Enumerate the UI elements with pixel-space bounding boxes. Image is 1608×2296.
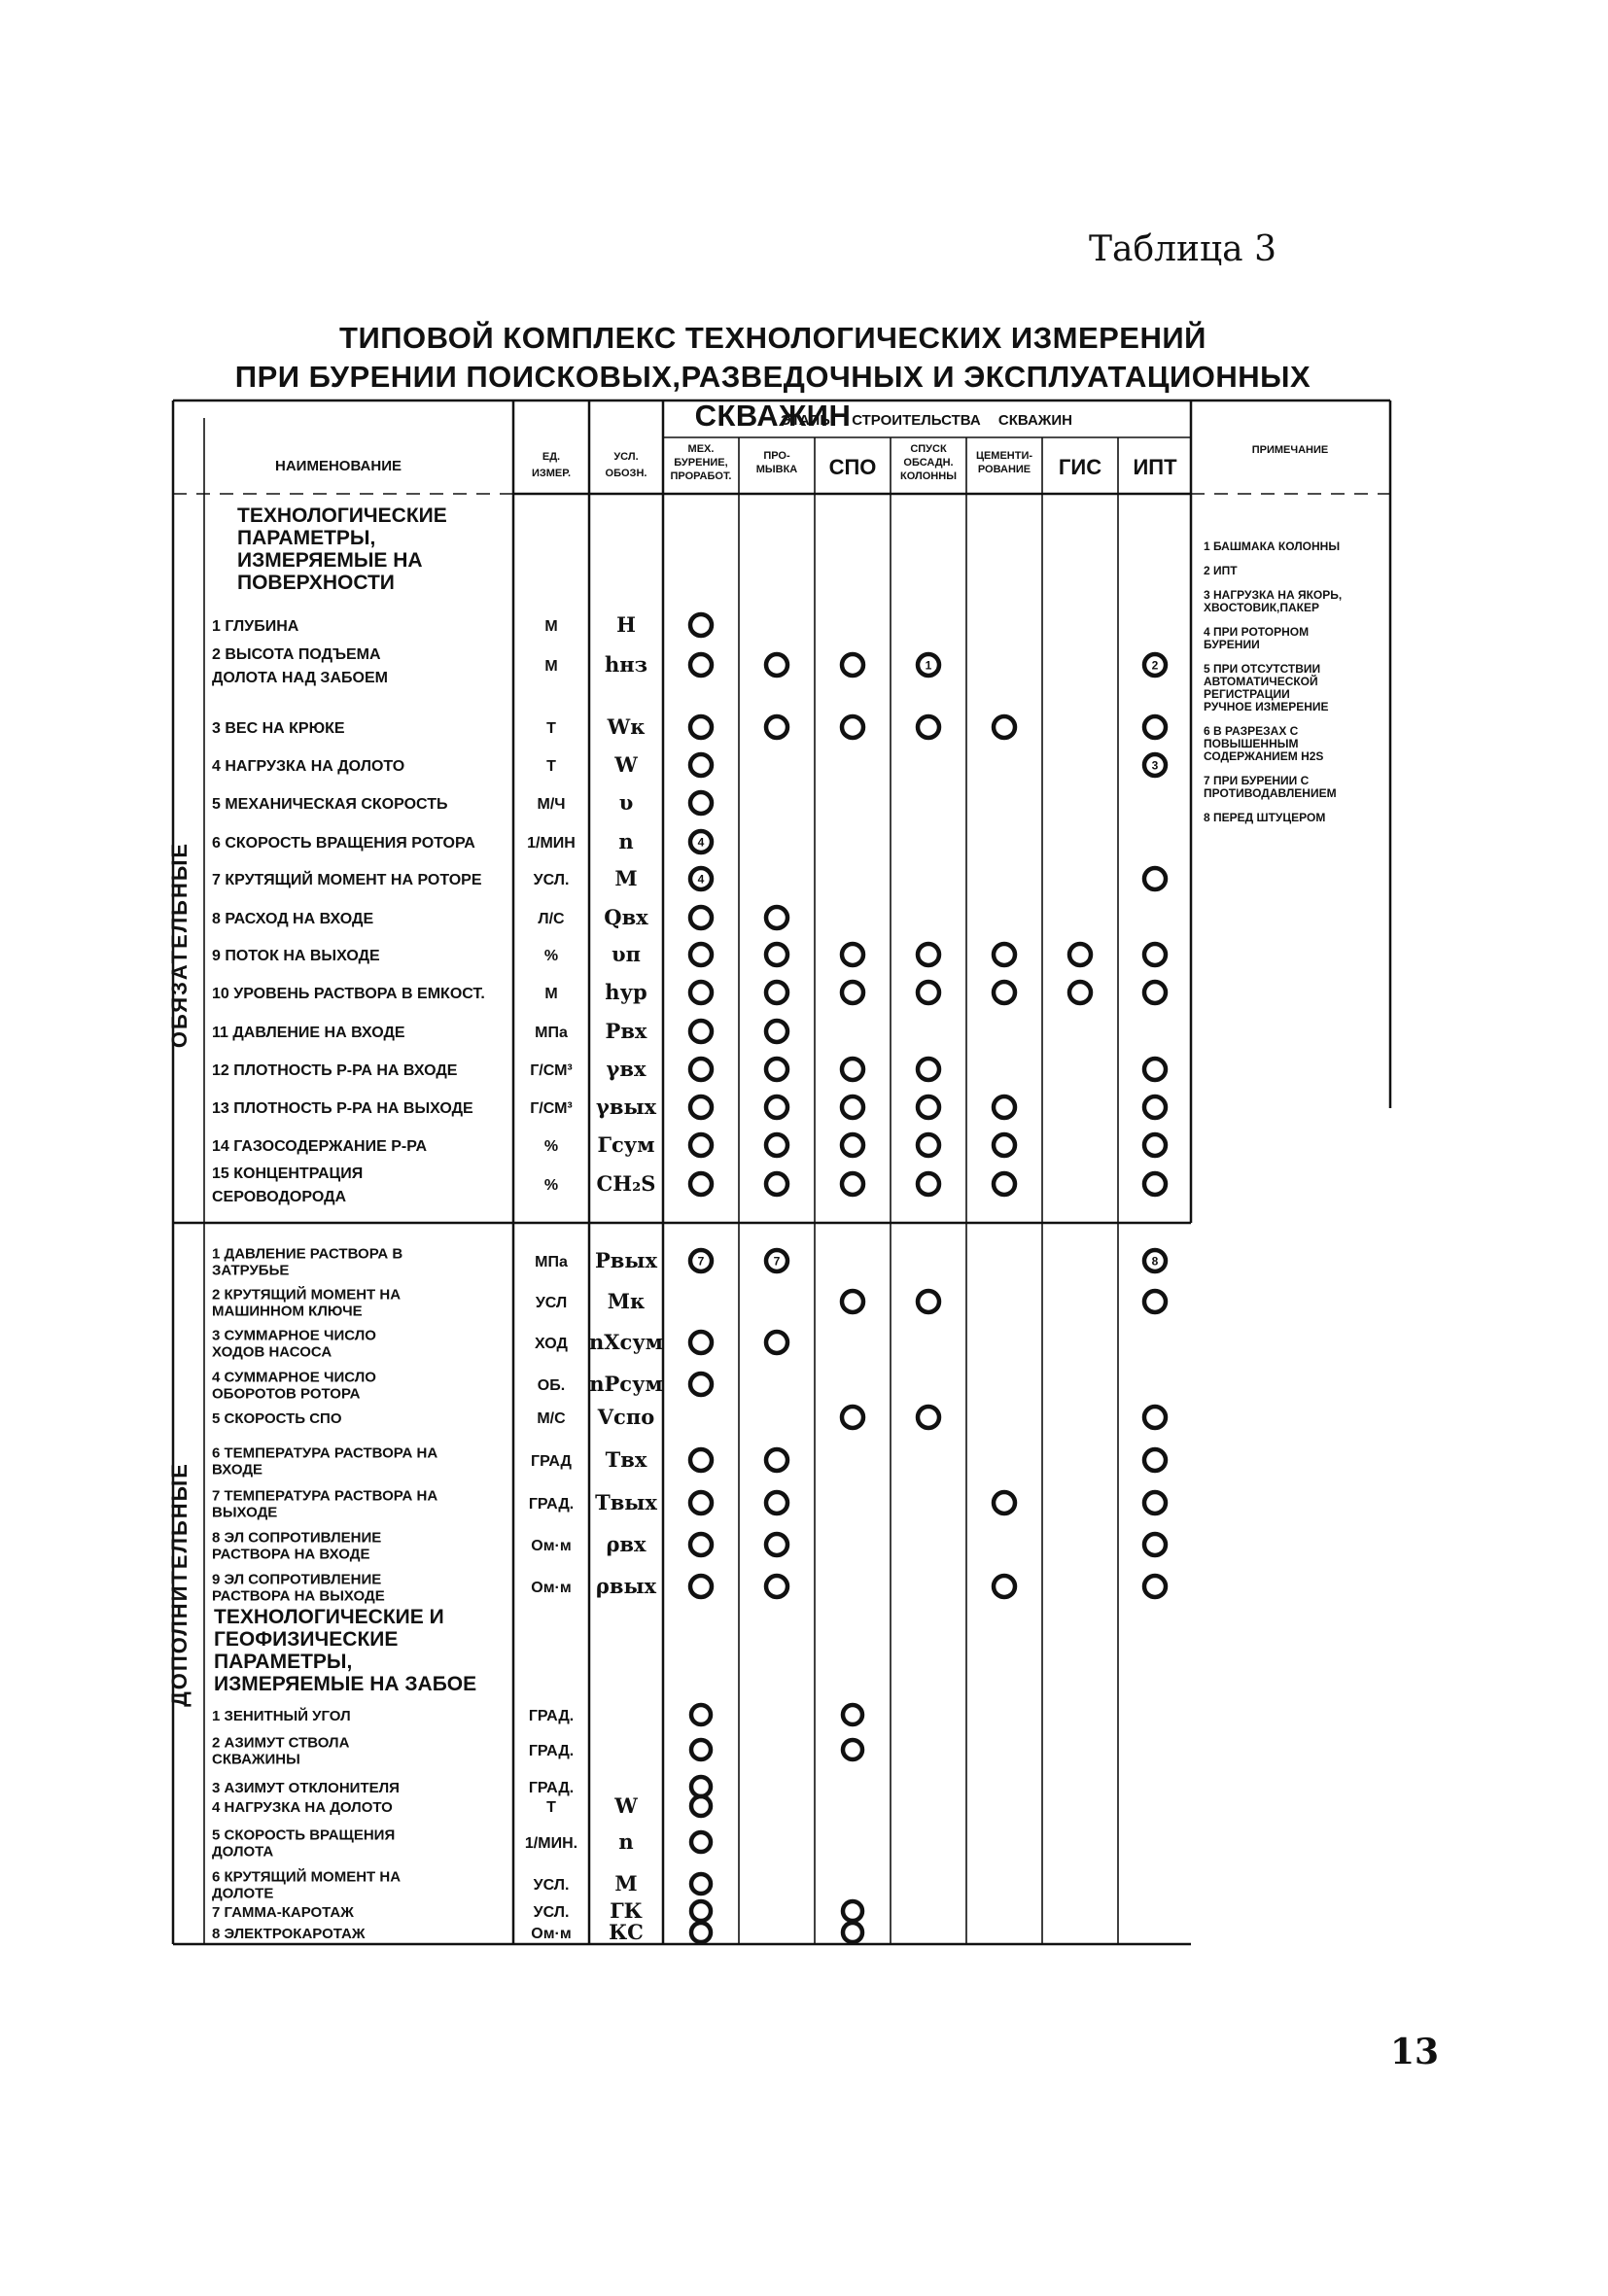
row-unit: ХОД bbox=[535, 1336, 568, 1352]
row-symbol: nХсум bbox=[588, 1330, 664, 1354]
measurement-mark bbox=[994, 1576, 1015, 1597]
note-item: 4 ПРИ РОТОРНОМ bbox=[1204, 625, 1310, 639]
measurement-mark bbox=[918, 982, 939, 1003]
row-name: ДОЛОТЕ bbox=[212, 1885, 274, 1902]
measurement-mark bbox=[691, 1832, 711, 1852]
row-unit: Т bbox=[546, 720, 556, 737]
row-symbol: hур bbox=[605, 980, 647, 1004]
row-unit: Ом·м bbox=[531, 1580, 572, 1596]
row-unit: МПа bbox=[535, 1025, 568, 1041]
note-item: 1 БАШМАКА КОЛОННЫ bbox=[1204, 539, 1341, 553]
measurement-mark bbox=[690, 1492, 712, 1513]
measurement-mark bbox=[690, 1374, 712, 1395]
measurement-mark bbox=[1144, 1576, 1166, 1597]
row-name: 6 КРУТЯЩИЙ МОМЕНТ НА bbox=[212, 1868, 402, 1886]
row-symbol: Qвх bbox=[604, 905, 648, 929]
row-symbol: hнз bbox=[604, 652, 648, 677]
row-unit: 1/МИН. bbox=[524, 1835, 578, 1852]
row-unit: Ом·м bbox=[531, 1926, 572, 1942]
measurement-mark bbox=[1144, 1534, 1166, 1555]
row-name: 12 ПЛОТНОСТЬ Р-РА НА ВХОДЕ bbox=[212, 1062, 458, 1079]
measurement-mark bbox=[766, 1332, 787, 1353]
measurement-mark bbox=[1144, 1291, 1166, 1312]
note-item: СОДЕРЖАНИЕМ H2S bbox=[1204, 749, 1324, 763]
measurement-mark bbox=[690, 944, 712, 965]
header-unit: ИЗМЕР. bbox=[531, 468, 572, 479]
mark-footnote: 1 bbox=[925, 658, 932, 673]
measurement-mark bbox=[1069, 944, 1091, 965]
row-symbol: Mк bbox=[607, 1289, 646, 1313]
measurement-mark bbox=[1144, 1449, 1166, 1471]
row-symbol: CH₂S bbox=[596, 1171, 656, 1196]
note-item: ПРОТИВОДАВЛЕНИЕМ bbox=[1204, 786, 1337, 800]
row-unit: ГРАД. bbox=[528, 1496, 575, 1513]
note-item: БУРЕНИИ bbox=[1204, 638, 1260, 651]
note-item: 2 ИПТ bbox=[1204, 564, 1238, 577]
measurement-mark bbox=[994, 716, 1015, 738]
measurement-mark bbox=[766, 716, 787, 738]
note-item: РУЧНОЕ ИЗМЕРЕНИЕ bbox=[1204, 700, 1329, 713]
row-unit: МПа bbox=[535, 1254, 568, 1270]
row-symbol: Pвых bbox=[595, 1248, 657, 1272]
row-symbol: υп bbox=[612, 942, 641, 966]
measurement-mark bbox=[690, 1059, 712, 1080]
note-item: ХВОСТОВИК,ПАКЕР bbox=[1204, 601, 1320, 614]
row-name: СКВАЖИНЫ bbox=[212, 1751, 300, 1768]
row-unit: Т bbox=[546, 758, 556, 775]
row-name: 5 СКОРОСТЬ ВРАЩЕНИЯ bbox=[212, 1826, 396, 1844]
stage-header: СПО bbox=[828, 455, 877, 479]
measurement-mark bbox=[691, 1740, 711, 1759]
row-symbol: Vспо bbox=[597, 1405, 655, 1429]
section-heading-bottom: ТЕХНОЛОГИЧЕСКИЕ И bbox=[214, 1606, 444, 1628]
row-name: 1 ГЛУБИНА bbox=[212, 618, 299, 635]
row-name: 2 АЗИМУТ СТВОЛА bbox=[212, 1734, 350, 1752]
row-name: 9 ЭЛ СОПРОТИВЛЕНИЕ bbox=[212, 1571, 382, 1588]
measurement-mark bbox=[1144, 1059, 1166, 1080]
row-symbol: Гсум bbox=[597, 1132, 655, 1157]
measurement-mark bbox=[690, 654, 712, 676]
measurement-mark bbox=[842, 716, 863, 738]
header-unit: ЕД. bbox=[542, 451, 561, 463]
group-label-additional: ДОПОЛНИТЕЛЬНЫЕ bbox=[167, 1462, 192, 1707]
measurement-mark bbox=[918, 1291, 939, 1312]
stage-header: СПУСК bbox=[910, 443, 947, 455]
row-name: РАСТВОРА НА ВХОДЕ bbox=[212, 1546, 370, 1563]
row-symbol: nPсум bbox=[589, 1372, 663, 1396]
measurement-mark bbox=[843, 1901, 862, 1921]
measurement-mark bbox=[994, 982, 1015, 1003]
measurement-mark bbox=[690, 1173, 712, 1195]
measurement-mark bbox=[691, 1901, 711, 1921]
measurement-mark bbox=[842, 1096, 863, 1118]
measurement-mark bbox=[766, 1576, 787, 1597]
measurement-mark bbox=[1144, 1407, 1166, 1428]
row-unit: Т bbox=[546, 1799, 556, 1816]
measurement-mark bbox=[843, 1740, 862, 1759]
row-unit: М bbox=[544, 658, 558, 675]
row-name: СЕРОВОДОРОДА bbox=[212, 1189, 347, 1205]
measurement-mark bbox=[691, 1777, 711, 1796]
measurement-mark bbox=[1144, 1173, 1166, 1195]
measurement-mark bbox=[690, 1021, 712, 1042]
row-name: 6 ТЕМПЕРАТУРА РАСТВОРА НА bbox=[212, 1444, 438, 1462]
row-name: 10 УРОВЕНЬ РАСТВОРА В ЕМКОСТ. bbox=[212, 986, 485, 1002]
stage-header: МЕХ. bbox=[687, 443, 715, 455]
measurement-mark bbox=[843, 1705, 862, 1724]
note-item: 7 ПРИ БУРЕНИИ С bbox=[1204, 774, 1310, 787]
measurement-mark bbox=[842, 982, 863, 1003]
measurement-mark bbox=[1144, 1134, 1166, 1156]
row-name: 7 КРУТЯЩИЙ МОМЕНТ НА РОТОРЕ bbox=[212, 872, 482, 888]
row-name: ДОЛОТА bbox=[212, 1843, 274, 1861]
measurement-mark bbox=[918, 716, 939, 738]
row-name: 3 СУММАРНОЕ ЧИСЛО bbox=[212, 1327, 376, 1344]
measurement-mark bbox=[766, 1534, 787, 1555]
row-symbol: КС bbox=[609, 1920, 644, 1944]
header-stages: ЭТАПЫ СТРОИТЕЛЬСТВА СКВАЖИН bbox=[781, 412, 1072, 429]
row-name: ДОЛОТА НАД ЗАБОЕМ bbox=[212, 670, 388, 686]
measurement-mark bbox=[766, 1449, 787, 1471]
group-label-mandatory: ОБЯЗАТЕЛЬНЫЕ bbox=[167, 841, 192, 1049]
row-name: 4 НАГРУЗКА НА ДОЛОТО bbox=[212, 758, 405, 775]
mark-footnote: 4 bbox=[697, 835, 705, 850]
note-item: ПОВЫШЕННЫМ bbox=[1204, 737, 1299, 750]
section-heading-bottom: ИЗМЕРЯЕМЫЕ НА ЗАБОЕ bbox=[214, 1673, 477, 1695]
measurement-mark bbox=[918, 944, 939, 965]
row-symbol: H bbox=[616, 612, 636, 637]
measurement-mark bbox=[766, 1173, 787, 1195]
measurement-mark bbox=[691, 1923, 711, 1942]
note-item: 5 ПРИ ОТСУТСТВИИ bbox=[1204, 662, 1321, 676]
row-unit: М/Ч bbox=[537, 796, 566, 813]
row-unit: % bbox=[543, 1177, 559, 1194]
row-symbol: γвх bbox=[606, 1057, 647, 1081]
row-unit: ОБ. bbox=[537, 1377, 566, 1394]
measurement-mark bbox=[1144, 944, 1166, 965]
header-symbol: ОБОЗН. bbox=[605, 468, 647, 479]
section-heading-surface: ПАРАМЕТРЫ, bbox=[237, 527, 376, 549]
row-unit: УСЛ bbox=[535, 1295, 568, 1311]
row-name: 13 ПЛОТНОСТЬ Р-РА НА ВЫХОДЕ bbox=[212, 1100, 473, 1117]
measurement-mark bbox=[918, 1134, 939, 1156]
measurement-mark bbox=[1069, 982, 1091, 1003]
row-unit: ГРАД. bbox=[528, 1708, 575, 1724]
measurement-mark bbox=[994, 1134, 1015, 1156]
row-name: 14 ГАЗОСОДЕРЖАНИЕ Р-РА bbox=[212, 1138, 428, 1155]
row-symbol: γвых bbox=[595, 1095, 657, 1119]
row-name: 8 ЭЛ СОПРОТИВЛЕНИЕ bbox=[212, 1529, 382, 1547]
measurement-mark bbox=[842, 654, 863, 676]
measurement-mark bbox=[1144, 716, 1166, 738]
measurement-mark bbox=[691, 1796, 711, 1816]
row-name: 4 НАГРУЗКА НА ДОЛОТО bbox=[212, 1799, 393, 1816]
measurement-mark bbox=[690, 1134, 712, 1156]
row-name: 7 ГАММА-КАРОТАЖ bbox=[212, 1904, 354, 1921]
measurement-mark bbox=[690, 982, 712, 1003]
row-name: 11 ДАВЛЕНИЕ НА ВХОДЕ bbox=[212, 1025, 405, 1041]
row-name: ОБОРОТОВ РОТОРА bbox=[212, 1385, 361, 1403]
measurement-mark bbox=[994, 1173, 1015, 1195]
row-name: 6 СКОРОСТЬ ВРАЩЕНИЯ РОТОРА bbox=[212, 835, 475, 852]
row-name: ЗАТРУБЬЕ bbox=[212, 1262, 290, 1279]
measurement-mark bbox=[1144, 868, 1166, 889]
measurement-mark bbox=[691, 1705, 711, 1724]
note-item: АВТОМАТИЧЕСКОЙ bbox=[1204, 675, 1318, 688]
measurement-mark bbox=[691, 1874, 711, 1894]
measurement-mark bbox=[690, 1449, 712, 1471]
row-symbol: ρвых bbox=[595, 1574, 657, 1598]
row-symbol: ρвх bbox=[606, 1532, 647, 1556]
measurement-mark bbox=[766, 982, 787, 1003]
row-name: 5 СКОРОСТЬ СПО bbox=[212, 1410, 342, 1427]
measurement-mark bbox=[766, 907, 787, 928]
measurement-mark bbox=[842, 1173, 863, 1195]
row-unit: УСЛ. bbox=[533, 1877, 570, 1894]
row-symbol: ГК bbox=[610, 1898, 643, 1923]
row-unit: УСЛ. bbox=[533, 1904, 570, 1921]
row-name: 8 РАСХОД НА ВХОДЕ bbox=[212, 911, 374, 927]
row-symbol: M bbox=[614, 866, 638, 890]
row-unit: ГРАД. bbox=[528, 1743, 575, 1759]
header-notes: ПРИМЕЧАНИЕ bbox=[1251, 444, 1329, 456]
measurement-mark bbox=[766, 654, 787, 676]
mark-footnote: 8 bbox=[1151, 1254, 1159, 1269]
measurement-mark bbox=[1144, 1096, 1166, 1118]
row-name: 1 ЗЕНИТНЫЙ УГОЛ bbox=[212, 1708, 351, 1724]
stage-header: ГИС bbox=[1058, 455, 1102, 479]
row-unit: М bbox=[544, 986, 558, 1002]
row-name: МАШИННОМ КЛЮЧЕ bbox=[212, 1303, 363, 1320]
measurement-mark bbox=[690, 716, 712, 738]
row-unit: ГРАД bbox=[531, 1453, 572, 1470]
row-unit: М/С bbox=[537, 1410, 566, 1427]
measurement-mark bbox=[766, 1021, 787, 1042]
stage-header: БУРЕНИЕ, bbox=[674, 457, 728, 469]
stage-header: ЦЕМЕНТИ- bbox=[975, 450, 1033, 462]
measurement-mark bbox=[842, 1291, 863, 1312]
measurement-mark bbox=[842, 944, 863, 965]
header-symbol: УСЛ. bbox=[613, 451, 639, 463]
header-name: НАИМЕНОВАНИЕ bbox=[275, 458, 402, 474]
row-name: 4 СУММАРНОЕ ЧИСЛО bbox=[212, 1369, 376, 1386]
row-symbol: W bbox=[614, 1793, 638, 1818]
table-number: Таблица 3 bbox=[1089, 229, 1276, 269]
measurement-mark bbox=[918, 1173, 939, 1195]
measurement-mark bbox=[690, 614, 712, 636]
row-symbol: M bbox=[614, 1871, 638, 1896]
section-heading-surface: ТЕХНОЛОГИЧЕСКИЕ bbox=[237, 504, 447, 527]
stage-header: ПРОРАБОТ. bbox=[670, 470, 732, 482]
row-name: 3 ВЕС НА КРЮКЕ bbox=[212, 720, 345, 737]
row-unit: % bbox=[543, 948, 559, 964]
row-name: 1 ДАВЛЕНИЕ РАСТВОРА В bbox=[212, 1245, 403, 1263]
row-symbol: Tвх bbox=[605, 1447, 647, 1472]
title-line-2: ПРИ БУРЕНИИ ПОИСКОВЫХ,РАЗВЕДОЧНЫХ И ЭКСПЛУАТАЦИОННЫХ СКВАЖИН bbox=[234, 360, 1311, 433]
measurement-mark bbox=[766, 944, 787, 965]
measurement-mark bbox=[766, 1096, 787, 1118]
mark-footnote: 4 bbox=[697, 872, 705, 887]
measurement-mark bbox=[690, 1332, 712, 1353]
row-unit: УСЛ. bbox=[533, 872, 570, 888]
row-unit: М bbox=[544, 618, 558, 635]
note-item: РЕГИСТРАЦИИ bbox=[1204, 687, 1290, 701]
row-symbol: W bbox=[614, 752, 638, 777]
measurement-mark bbox=[918, 1059, 939, 1080]
measurement-mark bbox=[842, 1407, 863, 1428]
row-unit: % bbox=[543, 1138, 559, 1155]
row-symbol: υ bbox=[618, 790, 634, 815]
measurement-mark bbox=[690, 907, 712, 928]
note-item: 6 В РАЗРЕЗАХ С bbox=[1204, 724, 1299, 738]
row-name: 9 ПОТОК НА ВЫХОДЕ bbox=[212, 948, 380, 964]
row-name: ВХОДЕ bbox=[212, 1461, 263, 1478]
row-symbol: Wк bbox=[607, 714, 646, 739]
stage-header: ИПТ bbox=[1133, 455, 1177, 479]
row-name: 3 АЗИМУТ ОТКЛОНИТЕЛЯ bbox=[212, 1780, 400, 1796]
section-heading-bottom: ПАРАМЕТРЫ, bbox=[214, 1651, 353, 1673]
row-name: 2 ВЫСОТА ПОДЪЕМА bbox=[212, 646, 381, 663]
measurement-mark bbox=[842, 1134, 863, 1156]
mark-footnote: 2 bbox=[1151, 658, 1159, 673]
row-symbol: n bbox=[618, 1829, 634, 1854]
measurement-mark bbox=[766, 1059, 787, 1080]
mark-footnote: 3 bbox=[1151, 758, 1159, 773]
measurement-mark bbox=[766, 1492, 787, 1513]
row-symbol: Pвх bbox=[605, 1019, 647, 1043]
row-unit: Ом·м bbox=[531, 1538, 572, 1554]
measurement-mark bbox=[690, 1096, 712, 1118]
measurement-mark bbox=[690, 1534, 712, 1555]
stage-header: МЫВКА bbox=[755, 464, 798, 475]
measurement-mark bbox=[1144, 1492, 1166, 1513]
row-unit: 1/МИН bbox=[527, 835, 576, 852]
row-name: ХОДОВ НАСОСА bbox=[212, 1343, 332, 1361]
row-name: 8 ЭЛЕКТРОКАРОТАЖ bbox=[212, 1926, 366, 1942]
section-heading-bottom: ГЕОФИЗИЧЕСКИЕ bbox=[214, 1628, 399, 1651]
page-number: 13 bbox=[1390, 2032, 1440, 2072]
mark-footnote: 7 bbox=[697, 1254, 705, 1269]
row-name: 15 КОНЦЕНТРАЦИЯ bbox=[212, 1165, 364, 1182]
measurement-mark bbox=[690, 754, 712, 776]
mark-footnote: 7 bbox=[773, 1254, 781, 1269]
row-name: 2 КРУТЯЩИЙ МОМЕНТ НА bbox=[212, 1286, 402, 1304]
title-line-1: ТИПОВОЙ КОМПЛЕКС ТЕХНОЛОГИЧЕСКИХ ИЗМЕРЕНИЙ bbox=[339, 321, 1206, 355]
measurement-mark bbox=[766, 1134, 787, 1156]
stage-header: КОЛОННЫ bbox=[900, 470, 957, 482]
stage-header: РОВАНИЕ bbox=[977, 464, 1031, 475]
measurement-mark bbox=[994, 944, 1015, 965]
stage-header: ПРО- bbox=[763, 450, 790, 462]
note-item: 8 ПЕРЕД ШТУЦЕРОМ bbox=[1204, 811, 1326, 824]
measurement-mark bbox=[918, 1407, 939, 1428]
row-name: ВЫХОДЕ bbox=[212, 1504, 278, 1521]
measurement-mark bbox=[842, 1059, 863, 1080]
row-name: 7 ТЕМПЕРАТУРА РАСТВОРА НА bbox=[212, 1487, 438, 1505]
note-item: 3 НАГРУЗКА НА ЯКОРЬ, bbox=[1204, 588, 1343, 602]
stage-header: ОБСАДН. bbox=[903, 457, 954, 469]
row-unit: Г/СМ³ bbox=[530, 1100, 573, 1117]
section-heading-surface: ПОВЕРХНОСТИ bbox=[237, 572, 395, 594]
row-unit: Г/СМ³ bbox=[530, 1062, 573, 1079]
measurement-mark bbox=[994, 1492, 1015, 1513]
measurement-mark bbox=[1144, 982, 1166, 1003]
measurement-mark bbox=[918, 1096, 939, 1118]
measurement-mark bbox=[994, 1096, 1015, 1118]
measurement-mark bbox=[843, 1923, 862, 1942]
row-unit: Л/С bbox=[538, 911, 565, 927]
measurement-mark bbox=[690, 792, 712, 814]
row-symbol: Tвых bbox=[595, 1490, 657, 1514]
row-unit: ГРАД. bbox=[528, 1780, 575, 1796]
section-heading-surface: ИЗМЕРЯЕМЫЕ НА bbox=[237, 549, 423, 572]
measurement-mark bbox=[690, 1576, 712, 1597]
row-name: 5 МЕХАНИЧЕСКАЯ СКОРОСТЬ bbox=[212, 796, 448, 813]
row-symbol: n bbox=[618, 829, 634, 853]
row-name: РАСТВОРА НА ВЫХОДЕ bbox=[212, 1587, 385, 1605]
